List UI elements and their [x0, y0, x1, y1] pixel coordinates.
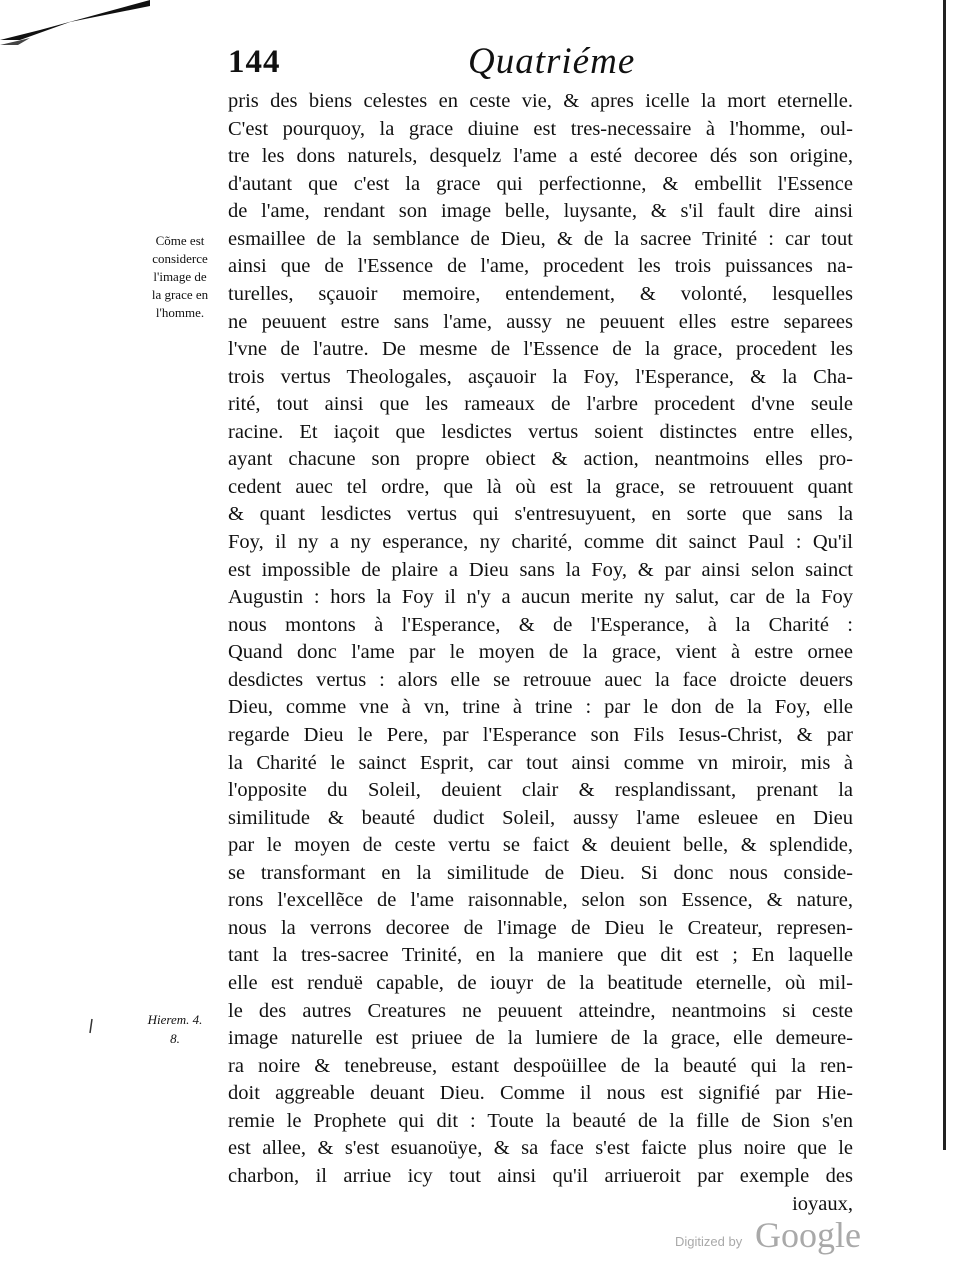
- text-line: nous montons à l'Esperance, & de l'Esperance, à la Charité :: [228, 613, 853, 636]
- text-line: l'vne de l'autre. De mesme de l'Essence de la grace, procedent les: [228, 338, 853, 361]
- text-line: d'autant que c'est la grace qui perfectionne, & embellit l'Essence: [228, 172, 853, 195]
- text-line: image naturelle est priuee de la lumiere de la grace, elle demeure-: [228, 1027, 853, 1050]
- text-line: similitude & beauté dudict Soleil, aussy l'ame esleuee en Dieu: [228, 806, 853, 829]
- margin-note: [140, 232, 220, 322]
- text-line: regarde Dieu le Pere, par l'Esperance son Fils Iesus-Christ, & par: [228, 723, 853, 746]
- watermark-label: Digitized by: [675, 1234, 743, 1249]
- text-line: ra noire & tenebreuse, estant despoüillee de la beauté qui la ren-: [228, 1054, 853, 1077]
- text-line: de l'ame, rendant son image belle, luysante, & s'il fault dire ainsi: [228, 200, 853, 223]
- text-line: remie le Prophete qui dit : Toute la beauté de la fille de Sion s'en: [228, 1109, 853, 1132]
- text-line: Dieu, comme vne à vn, trine à trine : par le don de la Foy, elle: [228, 696, 853, 719]
- margin-reference: [135, 1010, 215, 1048]
- margin-ref-line: Hierem. 4.: [147, 1012, 203, 1027]
- text-line: rité, tout ainsi que les rameaux de l'arbre procedent d'vne seule: [228, 393, 853, 416]
- text-line: charbon, il arriue icy tout ainsi qu'il arriueroit par exemple des: [228, 1164, 853, 1187]
- text-line: racine. Et iaçoit que lesdictes vertus soient distinctes entre elles,: [228, 420, 853, 443]
- text-line: pris des biens celestes en ceste vie, & apres icelle la mort eternelle.: [228, 90, 853, 112]
- margin-note-line: l'image de: [153, 269, 207, 284]
- text-line: Quand donc l'ame par le moyen de la grace, vient à estre ornee: [228, 641, 853, 664]
- text-line: cedent auec tel ordre, que là où est la grace, se retrouuent quant: [228, 475, 853, 498]
- text-line: par le moyen de ceste vertu se faict & deuient belle, & splendide,: [228, 834, 853, 857]
- text-line: turelles, sçauoir memoire, entendement, & volonté, lesquelles: [228, 282, 853, 305]
- page-edge-shadow: [938, 0, 952, 1150]
- text-line: nous la verrons decoree de l'image de Dieu le Createur, represen-: [228, 916, 853, 939]
- text-line: C'est pourquoy, la grace diuine est tres-necessaire à l'homme, oul-: [228, 117, 853, 140]
- catchword: ioyaux,: [792, 1192, 853, 1215]
- margin-note-line: Cõme est: [155, 233, 205, 248]
- text-line: Foy, il ny a ny esperance, ny charité, comme dit sainct Paul : Qu'il: [228, 531, 853, 553]
- text-line: est allee, & s'est esuanoüye, & sa face s'est faicte plus noire que le: [228, 1137, 853, 1160]
- text-line: doit aggreable deuant Dieu. Comme il nous est signifié par Hie-: [228, 1082, 853, 1105]
- margin-note-line: considerce: [152, 251, 208, 266]
- text-line: le des autres Creatures ne peuuent atteindre, neantmoins si ceste: [228, 999, 853, 1022]
- text-line: & quant lesdictes vertus qui s'entresuyuent, en sorte que sans la: [228, 503, 853, 526]
- text-line: ainsi que de l'Essence de l'ame, procedent les trois puissances na-: [228, 255, 853, 278]
- page-number: 144: [228, 44, 281, 80]
- text-line: ne peuuent estre sans l'ame, aussy ne peuuent elles estre separees: [228, 310, 853, 333]
- text-line: ayant chacune son propre obiect & action, neantmoins elles pro-: [228, 448, 853, 471]
- text-line: se transformant en la similitude de Dieu. Si donc nous conside-: [228, 861, 853, 884]
- page-header: [228, 40, 858, 90]
- text-line: est impossible de plaire a Dieu sans la Foy, & par ainsi selon sainct: [228, 558, 853, 581]
- text-line: tant la tres-sacree Trinité, en la maniere que dit est ; En laquelle: [228, 944, 853, 967]
- text-line: Augustin : hors la Foy il n'y a aucun merite ny salut, car de la Foy: [228, 586, 853, 609]
- body-text: [228, 88, 853, 1218]
- torn-corner-mark: [0, 0, 150, 45]
- text-line: esmaillee de la semblance de Dieu, & de la sacree Trinité : car tout: [228, 227, 853, 250]
- text-line: tre les dons naturels, desquelz l'ame a esté decoree dés son origine,: [228, 145, 853, 168]
- text-line: desdictes vertus : alors elle se retrouue auec la face droicte deuers: [228, 668, 853, 691]
- digitization-watermark: [675, 1212, 915, 1262]
- margin-note-line: l'homme.: [155, 305, 205, 320]
- text-line: la Charité le sainct Esprit, car tout ainsi comme vn miroir, mis à: [228, 751, 853, 774]
- margin-note-line: la grace en: [151, 287, 209, 302]
- margin-ref-line: 8.: [170, 1031, 180, 1046]
- watermark-brand-logo: Google: [755, 1215, 861, 1255]
- margin-tick-mark: [88, 1018, 94, 1034]
- running-title: Quatriéme: [468, 41, 636, 82]
- text-line: elle est renduë capable, de iouyr de la beatitude eternelle, où mil-: [228, 972, 853, 994]
- text-line: rons l'excellẽce de l'ame raisonnable, selon son Essence, & nature,: [228, 889, 853, 912]
- text-line: trois vertus Theologales, asçauoir la Foy, l'Esperance, & la Cha-: [228, 365, 853, 388]
- text-line: l'opposite du Soleil, deuient clair & resplandissant, prenant la: [228, 779, 853, 802]
